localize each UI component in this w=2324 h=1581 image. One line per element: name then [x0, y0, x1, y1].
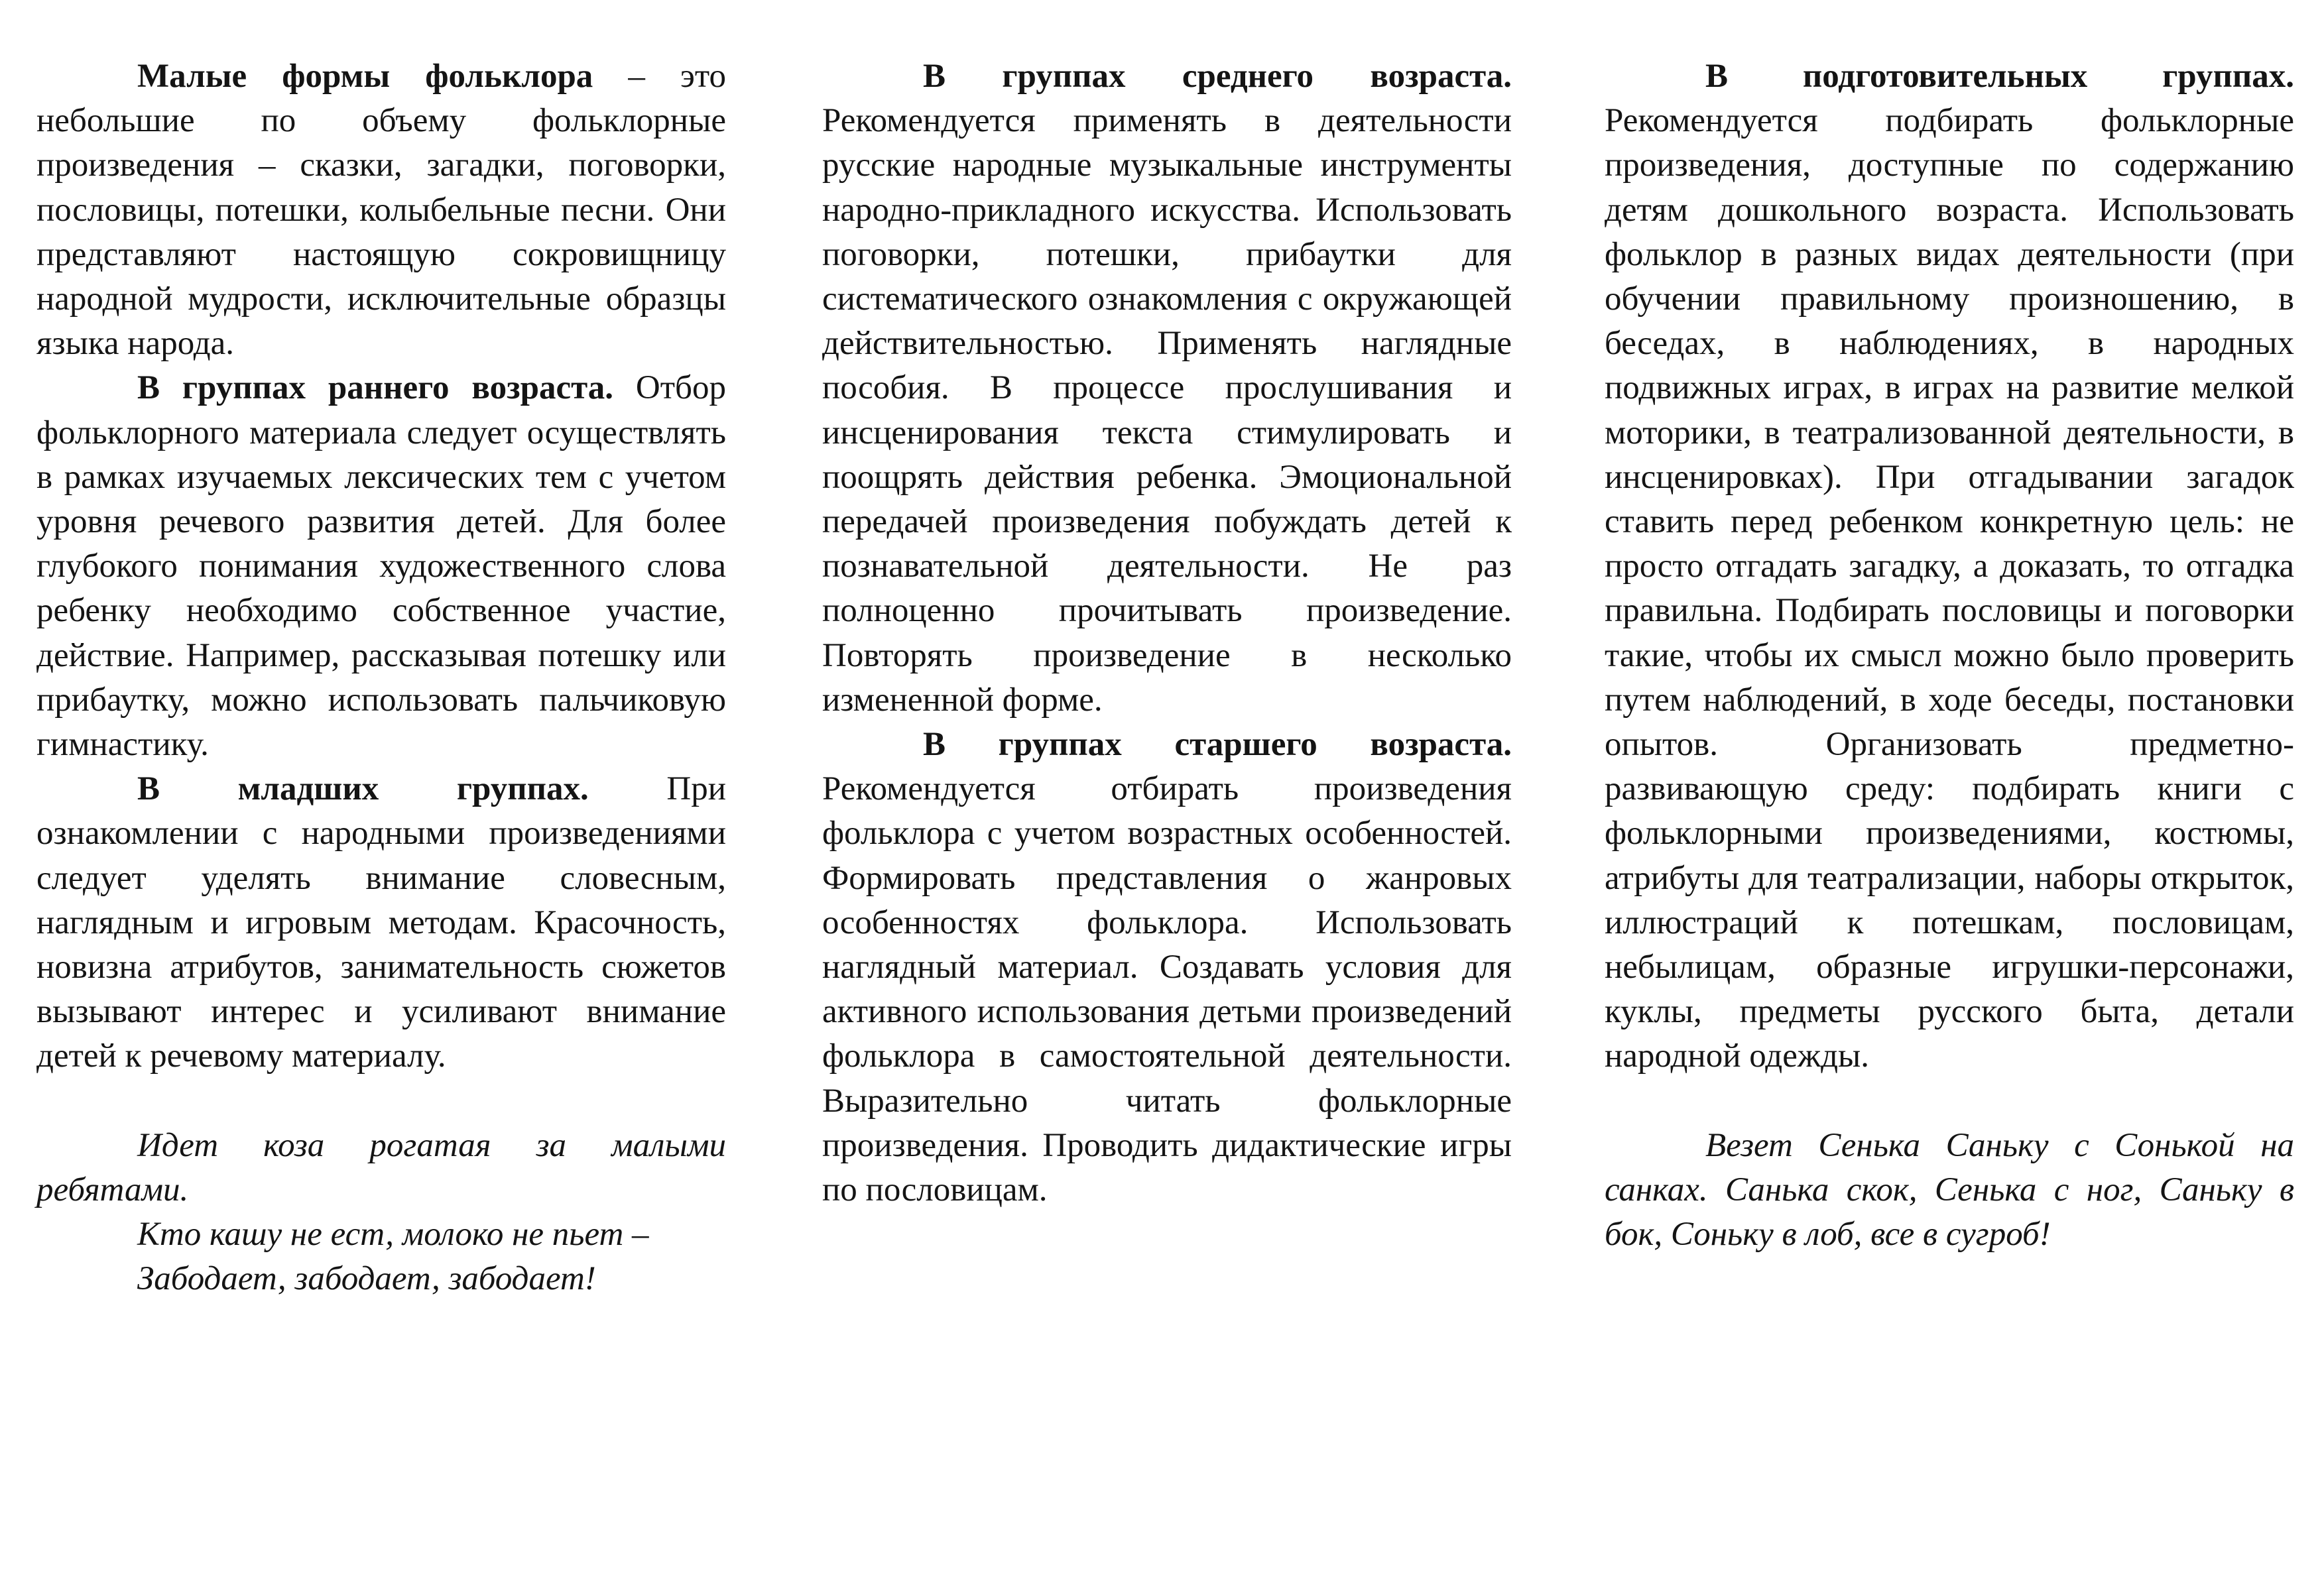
junior-group-heading: В младших группах. — [137, 770, 589, 808]
early-age-paragraph — [36, 366, 726, 767]
column-1 — [36, 54, 726, 1301]
tongue-twister: Везет Сенька Саньку с Сонькой на санках. Санька скок, Сенька с ног, Саньку в бок, Соньку в лоб, все в сугроб! — [1605, 1126, 2294, 1254]
spacer — [1605, 1079, 2294, 1124]
preparatory-heading: В подготовительных группах. — [1705, 58, 2294, 95]
middle-age-paragraph — [822, 54, 1512, 723]
rhyme-line-3: Забодает, забодает, забодает! — [137, 1260, 596, 1298]
early-age-heading: В группах раннего возраста. — [137, 369, 614, 407]
senior-age-text: Рекомендуется отбирать произведения фольклора с учетом возрастных особенностей. Формировать представления о жанровых особенностях фольклора. Использовать наглядный материал. Создавать условия для активного использования детьми произведений фольклора в самостоятельной деятельности. Выразительно читать фольклорные произведения. Проводить дидактические игры по пословицам. — [822, 770, 1512, 1209]
preparatory-text: Рекомендуется подбирать фольклорные произведения, доступные по содержанию детям дошкольного возраста. Использовать фольклор в разных видах деятельности (при обучении правильному произношению, в беседах, в наблюдениях, в народных подвижных играх, в играх на развитие мелкой моторики, в театрализованной деятельности, в инсценировках). При отгадывании загадок ставить перед ребенком конкретную цель: не просто отгадать загадку, а доказать, то отгадка правильна. Подбирать пословицы и поговорки такие, чтобы их смысл можно было проверить путем наблюдений, в ходе беседы, постановки опытов. Организовать предметно-развивающую среду: подбирать книги с фольклорными произведениями, костюмы, атрибуты для театрализации, наборы открыток, иллюстраций к потешкам, пословицам, небылицам, образные игрушки-персонажи, куклы, предметы русского быта, детали народной одежды. — [1605, 102, 2294, 1075]
column-2 — [822, 54, 1512, 1212]
rhyme-line-2: Кто кашу не ест, молоко не пьет – — [137, 1216, 649, 1254]
intro-paragraph — [36, 54, 726, 366]
preparatory-paragraph — [1605, 54, 2294, 1079]
middle-age-text: Рекомендуется применять в деятельности русские народные музыкальные инструменты народно-прикладного искусства. Использовать поговорки, потешки, прибаутки для систематического ознакомления с окружающей действительностью. Применять наглядные пособия. В процессе прослушивания и инсценирования текста стимулировать и поощрять действия ребенка. Эмоциональной передачей произведения побуждать детей к познавательной деятельности. Не раз полноценно прочитывать произведение. Повторять произведение в несколько измененной форме. — [822, 102, 1512, 719]
intro-term: Малые формы фольклора — [137, 58, 593, 95]
nursery-rhyme — [36, 1124, 726, 1302]
column-3 — [1605, 54, 2294, 1257]
rhyme-line-1: Идет коза рогатая за малыми ребятами. — [36, 1126, 726, 1208]
junior-group-text: При ознакомлении с народными произведениями следует уделять внимание словесным, наглядным и игровым методам. Красочность, новизна атрибутов, занимательность сюжетов вызывают интерес и усиливают внимание детей к речевому материалу. — [36, 770, 727, 1075]
early-age-text: Отбор фольклорного материала следует осуществлять в рамках изучаемых лексических тем с учетом уровня речевого развития детей. Для более глубокого понимания художественного слова ребенку необходимо собственное участие, действие. Например, рассказывая потешку или прибаутку, можно использовать пальчиковую гимнастику. — [36, 369, 726, 764]
senior-age-paragraph — [822, 723, 1512, 1212]
junior-group-paragraph — [36, 767, 726, 1079]
middle-age-heading: В группах среднего возраста. — [923, 58, 1512, 95]
spacer — [36, 1079, 726, 1124]
intro-text: – это небольшие по объему фольклорные произведения – сказки, загадки, поговорки, пословицы, потешки, колыбельные песни. Они представляют настоящую сокровищницу народной мудрости, исключительные образцы языка народа. — [36, 58, 726, 363]
senior-age-heading: В группах старшего возраста. — [923, 726, 1512, 764]
